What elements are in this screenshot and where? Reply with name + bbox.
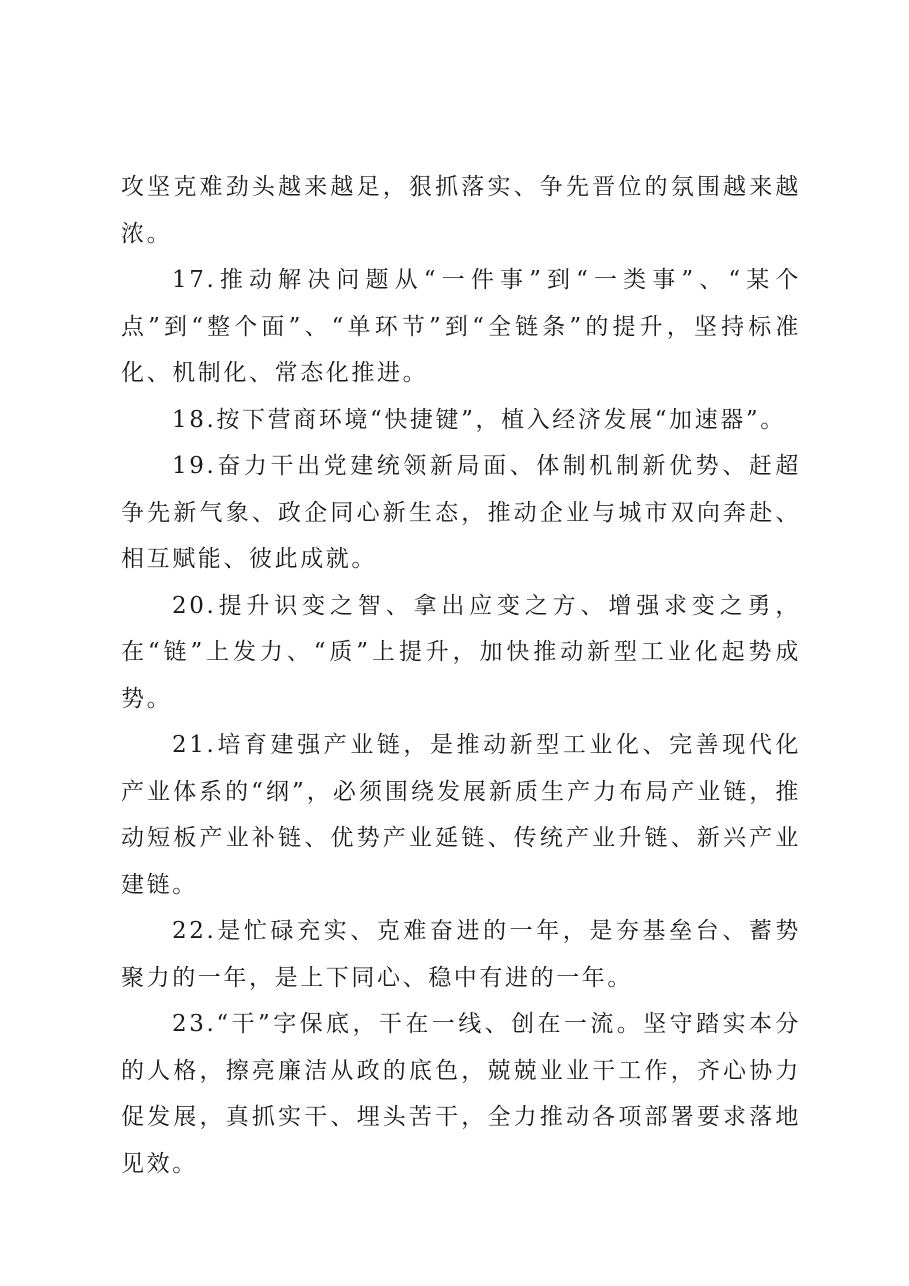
paragraph-item-19: 19.奋力干出党建统领新局面、体制机制新优势、赶超争先新气象、政企同心新生态，推动企业与城市双向奔赴、相互赋能、彼此成就。: [121, 453, 801, 572]
document-body: [121, 164, 801, 1187]
paragraph-item-17: 17.推动解决问题从“一件事”到“一类事”、“某个点”到“整个面”、“单环节”到“全链条”的提升，坚持标准化、机制化、常态化推进。: [121, 267, 801, 386]
paragraph-item-21: 21.培育建强产业链，是推动新型工业化、完善现代化产业体系的“纲”，必须围绕发展新质生产力布局产业链，推动短板产业补链、优势产业延链、传统产业升链、新兴产业建链。: [121, 732, 801, 898]
paragraph-continuation: 攻坚克难劲头越来越足，狠抓落实、争先晋位的氛围越来越浓。: [121, 174, 801, 247]
paragraph-item-18: 18.按下营商环境“快捷键”，植入经济发展“加速器”。: [172, 406, 786, 433]
paragraph-item-22: 22.是忙碌充实、克难奋进的一年，是夯基垒台、蓄势聚力的一年，是上下同心、稳中有进的一年。: [121, 918, 801, 991]
paragraph-item-23: 23.“干”字保底，干在一线、创在一流。坚守踏实本分的人格，擦亮廉洁从政的底色，兢兢业业干工作，齐心协力促发展，真抓实干、埋头苦干，全力推动各项部署要求落地见效。: [121, 1011, 801, 1177]
paragraph-item-20: 20.提升识变之智、拿出应变之方、增强求变之勇，在“链”上发力、“质”上提升，加快推动新型工业化起势成势。: [121, 592, 801, 712]
